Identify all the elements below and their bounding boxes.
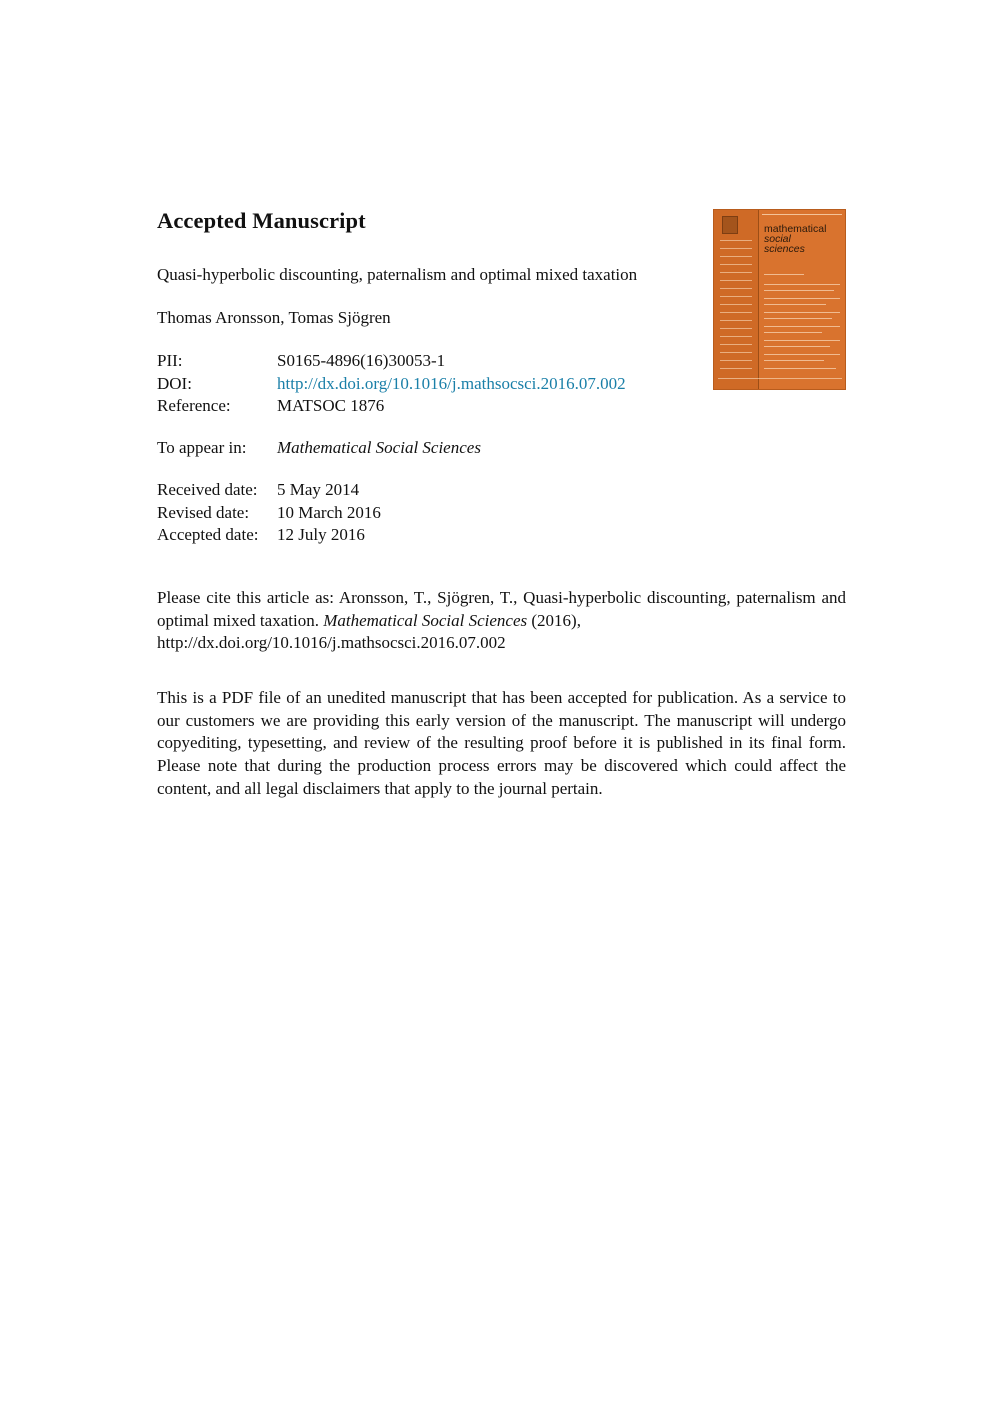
cover-title-line3: sciences xyxy=(764,243,805,255)
page-heading: Accepted Manuscript xyxy=(157,208,366,233)
citation-journal: Mathematical Social Sciences xyxy=(323,610,528,630)
revised-value: 10 March 2016 xyxy=(277,502,381,522)
reference-value: MATSOC 1876 xyxy=(277,396,385,415)
received-row xyxy=(157,479,381,502)
article-title: Quasi-hyperbolic discounting, paternalism and optimal mixed taxation xyxy=(157,265,638,284)
pii-row xyxy=(157,350,626,373)
dates-block xyxy=(157,479,381,547)
accepted-value: 12 July 2016 xyxy=(277,525,365,544)
article-authors: Thomas Aronsson, Tomas Sjögren xyxy=(157,308,391,327)
revised-row xyxy=(157,502,381,525)
journal-name: Mathematical Social Sciences xyxy=(277,438,481,457)
cover-title-line2: social xyxy=(764,233,791,245)
cover-spine xyxy=(714,210,759,389)
citation-prefix: Please cite this article as: Aronsson, T., Sjögren, T., Quasi-hyperbolic discounting, paternalism and optimal mixed taxation. xyxy=(157,588,846,630)
citation-year: (2016), xyxy=(531,610,581,630)
cover-title xyxy=(764,224,826,254)
reference-label: Reference: xyxy=(157,396,231,415)
cover-title-line1: mathematical xyxy=(764,223,827,235)
reference-row xyxy=(157,395,626,418)
received-label: Received date: xyxy=(157,480,258,499)
doi-link[interactable]: http://dx.doi.org/10.1016/j.mathsocsci.2016.07.002 xyxy=(277,373,626,393)
doi-row xyxy=(157,373,626,396)
accepted-row xyxy=(157,524,381,547)
received-value: 5 May 2014 xyxy=(277,480,360,499)
citation-doi: http://dx.doi.org/10.1016/j.mathsocsci.2016.07.002 xyxy=(157,633,506,653)
publisher-logo-icon xyxy=(722,216,738,234)
identifier-block xyxy=(157,350,626,418)
notice-paragraph: This is a PDF file of an unedited manuscript that has been accepted for publication. As a service to our customers we are providing this early version of the manuscript. The manuscript will undergo copyediting, typesetting, and review of the resulting proof before it is published in its final form. Please note that during the production process errors may be discovered which could affect the content, and all legal disclaimers that apply to the journal pertain. xyxy=(157,688,846,798)
journal-cover-image xyxy=(713,209,846,390)
accepted-label: Accepted date: xyxy=(157,525,259,544)
pii-value: S0165-4896(16)30053-1 xyxy=(277,351,446,370)
pii-label: PII: xyxy=(157,351,183,370)
doi-label: DOI: xyxy=(157,373,192,393)
appear-block xyxy=(157,437,481,460)
appear-label: To appear in: xyxy=(157,438,247,457)
citation-paragraph xyxy=(157,587,846,655)
appear-row xyxy=(157,437,481,460)
revised-label: Revised date: xyxy=(157,502,250,522)
